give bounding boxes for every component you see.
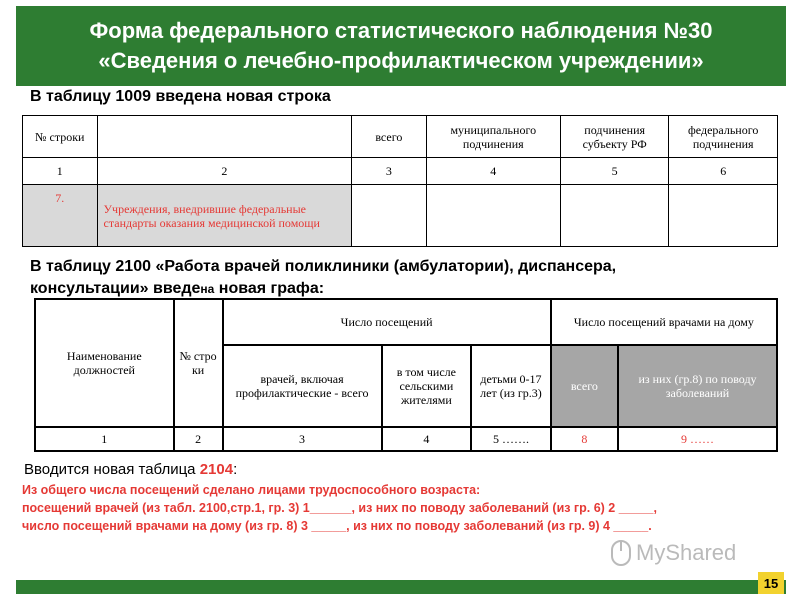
new-table-heading [24,461,237,478]
col-number: 5 ……. [471,427,551,451]
col-number: 3 [223,427,382,451]
col-number: 8 [551,427,618,451]
col-number: 1 [23,158,98,185]
row-label: Учреждения, внедрившие федеральные стандарты оказания медицинской помощи [97,185,352,247]
subheader-home-total: всего [551,345,618,427]
title-line-1: Форма федерального статистического наблюдения №30 [89,18,713,43]
title-line-2: «Сведения о лечебно-профилактическом учреждении» [98,48,704,73]
empty-cell [352,185,426,247]
new-table-prefix: Вводится новая таблица [24,461,200,478]
header-subject: подчинения субъекту РФ [560,116,668,158]
watermark-text: MyShared [636,540,737,565]
table-number-row [23,158,778,185]
col-number: 2 [97,158,352,185]
empty-cell [560,185,668,247]
title-banner [16,6,786,86]
section2-heading-part-c: новая графа: [214,280,325,297]
table-number-row [35,427,777,451]
subheader-children: детьми 0-17 лет (из гр.3) [471,345,551,427]
col-number: 3 [352,158,426,185]
col-number: 4 [426,158,560,185]
subheader-doctors-total: врачей, включая профилактические - всего [223,345,382,427]
notes-block [22,481,764,535]
header-row-number: № стро ки [174,299,223,427]
header-row-number: № строки [23,116,98,158]
row-number: 7. [23,185,98,247]
section2-heading-line2 [30,278,616,300]
section2-heading-line1: В таблицу 2100 «Работа врачей поликлиники (амбулатории), диспансера, [30,258,617,275]
table-2100 [34,298,778,452]
subheader-rural: в том числе сельскими жителями [382,345,472,427]
header-position-name: Наименование должностей [35,299,174,427]
empty-cell [426,185,560,247]
table-1009 [22,115,778,247]
new-table-number: 2104 [199,461,234,478]
col-number: 4 [382,427,472,451]
col-number: 9 …… [618,427,777,451]
note-line: посещений врачей (из табл. 2100,стр.1, гр. 3) 1______, из них по поводу заболеваний (из гр. 6) 2 _____, [22,501,657,515]
watermark [610,540,736,566]
section2-heading-part-a: консультации» введе [30,280,201,297]
table-row-new [23,185,778,247]
bottom-bar [16,580,786,594]
mouse-logo-icon [610,540,632,566]
note-line: число посещений врачами на дому (из гр. 8) 3 _____, из них по поводу заболеваний (из гр. 9) 4 _____. [22,519,652,533]
col-number: 2 [174,427,223,451]
col-number: 5 [560,158,668,185]
header-visits: Число посещений [223,299,551,345]
header-federal: федерального подчинения [669,116,778,158]
header-home-visits: Число посещений врачами на дому [551,299,777,345]
section2-heading-part-b: на [200,282,215,296]
subheader-home-disease: из них (гр.8) по поводу заболеваний [618,345,777,427]
page-number: 15 [758,572,784,594]
section2-heading [30,256,616,300]
empty-cell [669,185,778,247]
col-number: 1 [35,427,174,451]
table-header-row [23,116,778,158]
header-total: всего [352,116,426,158]
new-table-suffix: : [233,461,238,478]
col-number: 6 [669,158,778,185]
section1-heading: В таблицу 1009 введена новая строка [30,88,331,105]
table-header-row [35,299,777,345]
note-line: Из общего числа посещений сделано лицами трудоспособного возраста: [22,483,481,497]
header-name [97,116,352,158]
header-municipal: муниципального подчинения [426,116,560,158]
